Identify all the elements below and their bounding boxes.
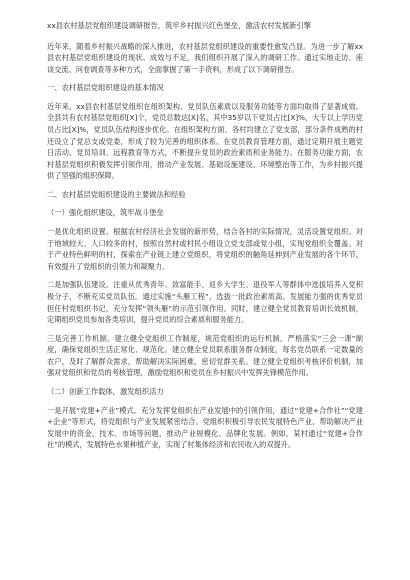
subsection-1-paragraph-1: 一是优化组织设置。根据农村经济社会发展的新形势，结合各村的实际情况，灵活设置党组织。对于地域较大、人口较多的村，按照自然村或村民小组设立党支部或党小组，实现党组织全覆盖。对于产业特色鲜明的村，探索在产业链上建立党组织，将党组织的触角延伸到产业发展的各个环节，有效提升了党组织的引领力和凝聚力。 <box>47 226 363 271</box>
document-title: xx县农村基层党组织建设调研报告，筑牢乡村振兴红色堡垒，激活农村发展新引擎 <box>47 21 312 30</box>
section-1-paragraph: 近年来，xx县农村基层党组织在组织架构、党员队伍素质以及服务功能等方面均取得了显著成效。全县共有农村基层党组织[X]个，党员总数达[X]名，其中35岁以下党员占比[X]%，大专以上学历党员占比[X]%，党员队伍结构逐步优化。在组织架构方面，各村均建立了党支部，部分条件成熟的村还设立了党总支或党委，形成了较为完善的组织体系。在党员教育管理方面，通过定期开展主题党日活动、党员培训、远程教育等方式，不断提升党员的政治素质和业务能力。在服务功能方面，农村基层党组织积极发挥引领作用，推动产业发展、基础设施建设、环境整治等工作，为乡村振兴提供了坚强的组织保障。 <box>47 101 363 181</box>
subsection-2-heading: （二）创新工作载体，激发组织活力 <box>47 387 164 397</box>
intro-paragraph: 近年来，随着乡村振兴战略的深入推进，农村基层党组织建设的重要性愈发凸显。为进一步了解xx县农村基层党组织建设的现状、成效与不足，我们组织开展了深入的调研工作。通过实地走访、座谈交流、问卷调查等多种方式，全面掌握了第一手资料，形成了以下调研报告。 <box>47 41 363 74</box>
subsection-1-paragraph-3: 三是完善工作机制。建立健全党组织工作制度，规范党组织的运行机制。严格落实“三会一课”制度，确保党组织生活正常化、规范化。建立健全党员联系服务群众制度，每名党员联系一定数量的农户，及时了解群众需求，帮助解决实际困难，密切党群关系。建立健全党组织考核评价机制，加强对党组织和党员的考核管理，激励党组织和党员在乡村振兴中发挥先锋模范作用。 <box>47 333 363 378</box>
subsection-1-paragraph-2: 二是加强队伍建设。注重从优秀青年、致富能手、返乡大学生、退役军人等群体中选拔培养入党积极分子，不断充实党员队伍。通过实施“头雁工程”，选拔一批政治素质高、发展能力强的优秀党员担任村党组织书记，充分发挥“领头雁”的示范引领作用。同时，建立健全党员教育培训长效机制，定期组织党员参加各类培训，提升党员的综合素质和服务能力。 <box>47 280 363 325</box>
section-2-heading: 二、农村基层党组织建设的主要做法和经验 <box>47 189 186 199</box>
subsection-1-heading: （一）强化组织建设，筑牢战斗堡垒 <box>47 208 164 218</box>
section-1-heading: 一、农村基层党组织建设的基本情况 <box>47 83 164 93</box>
subsection-2-paragraph-1: 一是开展“党建+产业”模式。充分发挥党组织在产业发展中的引领作用，通过“党建+合作社”“党建+企业”等形式，将党组织与产业发展紧密结合。党组织积极引导农民发展特色产业，帮助解决产业发展中的资金、技术、市场等问题，推动产业规模化、品牌化发展。例如，某村通过“党建+合作社”的模式，发展特色水果种植产业，实现了村集体经济和农民收入的双提升。 <box>47 405 363 450</box>
